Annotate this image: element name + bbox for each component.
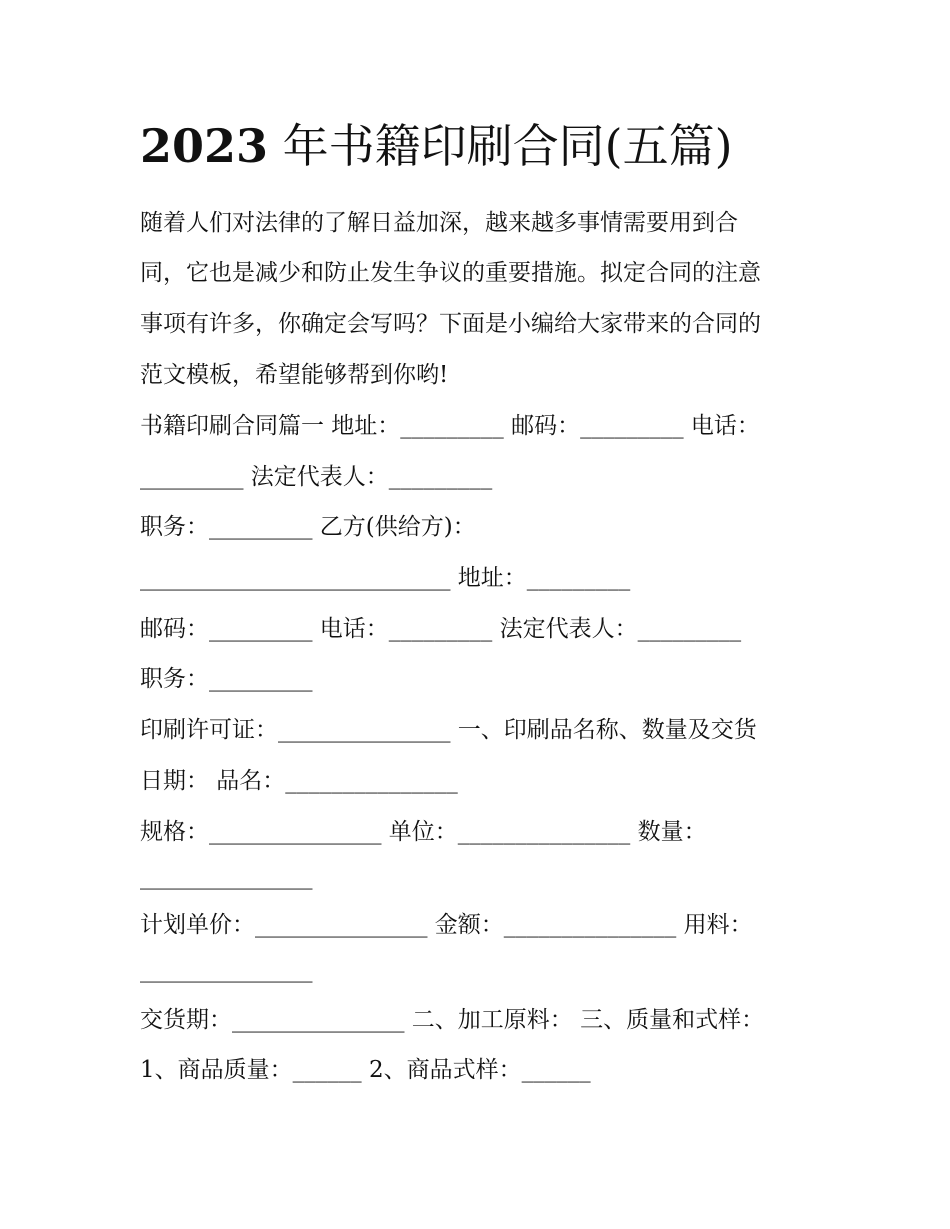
contract-line-12: _______________ <box>140 957 313 983</box>
contract-line-3: 职务：_________ 乙方(供给方)： <box>140 514 476 540</box>
intro-line-4: 范文模板，希望能够帮到你哟! <box>140 362 449 388</box>
contract-line-6: 职务：_________ <box>140 666 313 692</box>
contract-line-11: 计划单价：_______________ 金额：_______________ 用料： <box>140 912 753 938</box>
contract-line-5: 邮码：_________ 电话：_________ 法定代表人：_________ <box>140 616 742 642</box>
page-title <box>140 116 840 176</box>
contract-line-4: ___________________________ 地址：_________ <box>140 565 631 591</box>
intro-line-2: 同，它也是减少和防止发生争议的重要措施。拟定合同的注意 <box>140 260 761 286</box>
intro-line-3: 事项有许多，你确定会写吗？下面是小编给大家带来的合同的 <box>140 311 761 337</box>
title-year: 2023 <box>140 119 269 173</box>
contract-line-9: 规格：_______________ 单位：_______________ 数量： <box>140 819 707 845</box>
contract-line-10: _______________ <box>140 864 313 890</box>
contract-line-7: 印刷许可证：_______________ 一、印刷品名称、数量及交货 <box>140 717 757 743</box>
contract-line-1: 书籍印刷合同篇一 地址：_________ 邮码：_________ 电话： <box>140 413 760 439</box>
title-text: 年书籍印刷合同(五篇) <box>282 119 733 173</box>
intro-line-1: 随着人们对法律的了解日益加深，越来越多事情需要用到合 <box>140 210 738 236</box>
contract-line-14: 1、商品质量：______ 2、商品式样：______ <box>140 1057 591 1083</box>
contract-line-2: _________ 法定代表人：_________ <box>140 464 493 490</box>
contract-line-13: 交货期：_______________ 二、加工原料： 三、质量和式样： <box>140 1007 765 1033</box>
contract-line-8: 日期： 品名：_______________ <box>140 768 458 794</box>
